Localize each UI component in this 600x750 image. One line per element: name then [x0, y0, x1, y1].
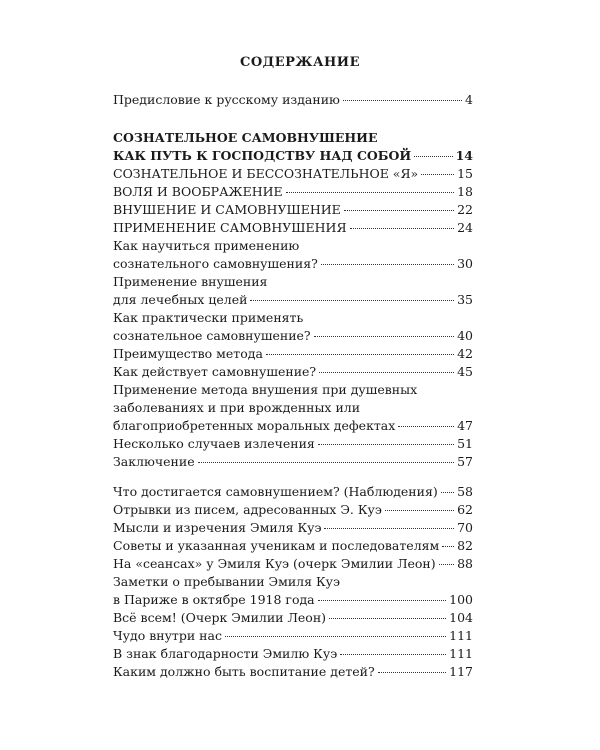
toc-entry-page: 51	[457, 436, 473, 451]
dot-leader	[340, 654, 446, 655]
dot-leader	[414, 156, 452, 157]
dot-leader	[343, 100, 462, 101]
toc-appendix-entry[interactable]	[113, 573, 473, 609]
toc-appendix-entry[interactable]	[113, 555, 473, 573]
toc-entry-title: Преимущество метода	[113, 346, 263, 361]
toc-entry-page: 18	[457, 184, 473, 199]
dot-leader	[198, 462, 454, 463]
toc-entry-title: В знак благодарности Эмилю Куэ	[113, 646, 338, 661]
toc-entry-title: ПРИМЕНЕНИЕ САМОВНУШЕНИЯ	[113, 220, 347, 235]
toc-entry-title: Мысли и изречения Эмиля Куэ	[113, 520, 322, 535]
toc-entry-title: благоприобретенных моральных дефектах	[113, 418, 396, 433]
toc-appendix-entry[interactable]	[113, 609, 473, 627]
toc-entry-page: 100	[449, 592, 473, 607]
dot-leader	[318, 600, 447, 601]
toc-entry-page: 42	[457, 346, 473, 361]
toc-entry-page: 35	[457, 292, 473, 307]
toc-entry[interactable]	[113, 309, 473, 345]
toc-section-heading[interactable]	[113, 129, 473, 165]
toc-entry-title: Применение метода внушения при душевных	[113, 382, 418, 397]
toc-entry-title: Каким должно быть воспитание детей?	[113, 664, 375, 679]
toc-entry[interactable]	[113, 381, 473, 435]
toc-entry-title: Предисловие к русскому изданию	[113, 92, 340, 107]
dot-leader	[266, 354, 454, 355]
toc-entry-page: 111	[449, 646, 473, 661]
toc-entry-page: 104	[449, 610, 473, 625]
toc-entry-title: Заключение	[113, 454, 195, 469]
toc-entry[interactable]	[113, 165, 473, 183]
dot-leader	[321, 264, 454, 265]
dot-leader	[350, 228, 455, 229]
toc-entry-page: 24	[457, 220, 473, 235]
dot-leader	[250, 300, 454, 301]
toc-entry-page: 88	[457, 556, 473, 571]
dot-leader	[441, 492, 454, 493]
toc-entry[interactable]	[113, 201, 473, 219]
toc-entry-page: 4	[465, 92, 473, 107]
toc-entry-title: ВНУШЕНИЕ И САМОВНУШЕНИЕ	[113, 202, 341, 217]
toc-entry-title: сознательного самовнушения?	[113, 256, 318, 271]
toc-entry-title: Как практически применять	[113, 310, 304, 325]
dot-leader	[329, 618, 446, 619]
dot-leader	[318, 444, 454, 445]
toc-entry-page: 62	[457, 502, 473, 517]
toc-entry-page: 45	[457, 364, 473, 379]
section-heading-line-1: СОЗНАТЕЛЬНОЕ САМОВНУШЕНИЕ	[113, 130, 378, 145]
toc-entry-preface[interactable]	[113, 91, 473, 109]
toc-entry-page: 58	[457, 484, 473, 499]
toc-entry-title: ВОЛЯ И ВООБРАЖЕНИЕ	[113, 184, 283, 199]
dot-leader	[344, 210, 454, 211]
toc-entry-title: в Париже в октябре 1918 года	[113, 592, 315, 607]
toc-entry-page: 47	[457, 418, 473, 433]
toc-entry[interactable]	[113, 435, 473, 453]
toc-entry-title: заболеваниях и при врожденных или	[113, 400, 361, 415]
toc-appendix-entry[interactable]	[113, 519, 473, 537]
dot-leader	[378, 672, 446, 673]
toc-entry-page: 30	[457, 256, 473, 271]
toc-entry-title: Советы и указанная ученикам и последователям	[113, 538, 440, 553]
toc-entry-title: На «сеансах» у Эмиля Куэ (очерк Эмилии Леон)	[113, 556, 436, 571]
toc-entry-page: 111	[449, 628, 473, 643]
toc-entry[interactable]	[113, 273, 473, 309]
toc-entry[interactable]	[113, 453, 473, 471]
toc-entry-title: Отрывки из писем, адресованных Э. Куэ	[113, 502, 382, 517]
toc-appendix-entry[interactable]	[113, 627, 473, 645]
toc-entry[interactable]	[113, 219, 473, 237]
toc-appendix-entry[interactable]	[113, 483, 473, 501]
toc-entry-page: 117	[449, 664, 473, 679]
toc-appendix-entry[interactable]	[113, 501, 473, 519]
dot-leader	[286, 192, 454, 193]
toc-entry[interactable]	[113, 237, 473, 273]
dot-leader	[314, 336, 454, 337]
page-title: СОДЕРЖАНИЕ	[239, 55, 361, 70]
toc-entry[interactable]	[113, 345, 473, 363]
toc-entry-page: 57	[457, 454, 473, 469]
toc-appendix-entry[interactable]	[113, 663, 473, 681]
toc-entry-page: 82	[457, 538, 473, 553]
toc-entry-title: Чудо внутри нас	[113, 628, 222, 643]
dot-leader	[442, 546, 454, 547]
dot-leader	[324, 528, 454, 529]
toc-entry-title: для лечебных целей	[113, 292, 248, 307]
toc-entry-title: Применение внушения	[113, 274, 268, 289]
dot-leader	[398, 426, 454, 427]
dot-leader	[225, 636, 446, 637]
toc-entry-title: Несколько случаев излечения	[113, 436, 315, 451]
toc-entry-page: 22	[457, 202, 473, 217]
dot-leader	[421, 174, 454, 175]
dot-leader	[439, 564, 454, 565]
toc-appendix-entry[interactable]	[113, 645, 473, 663]
dot-leader	[319, 372, 454, 373]
section-heading-line-2: КАК ПУТЬ К ГОСПОДСТВУ НАД СОБОЙ	[113, 148, 412, 163]
toc-entry-page: 70	[457, 520, 473, 535]
dot-leader	[385, 510, 454, 511]
toc-entry-title: Заметки о пребывании Эмиля Куэ	[113, 574, 341, 589]
toc-entry-title: Всё всем! (Очерк Эмилии Леон)	[113, 610, 327, 625]
toc-entry-title: Что достигается самовнушением? (Наблюдения)	[113, 484, 438, 499]
toc-entry[interactable]	[113, 183, 473, 201]
toc-entry-title: Как научиться применению	[113, 238, 300, 253]
toc-entry-title: СОЗНАТЕЛЬНОЕ И БЕССОЗНАТЕЛЬНОЕ «Я»	[113, 166, 419, 181]
toc-appendix-entry[interactable]	[113, 537, 473, 555]
toc-entry-title: сознательное самовнушение?	[113, 328, 311, 343]
toc-entry-title: Как действует самовнушение?	[113, 364, 317, 379]
toc-entry[interactable]	[113, 363, 473, 381]
toc-entry-page: 15	[457, 166, 473, 181]
toc-entry-page: 14	[455, 148, 473, 163]
toc-entry-page: 40	[457, 328, 473, 343]
